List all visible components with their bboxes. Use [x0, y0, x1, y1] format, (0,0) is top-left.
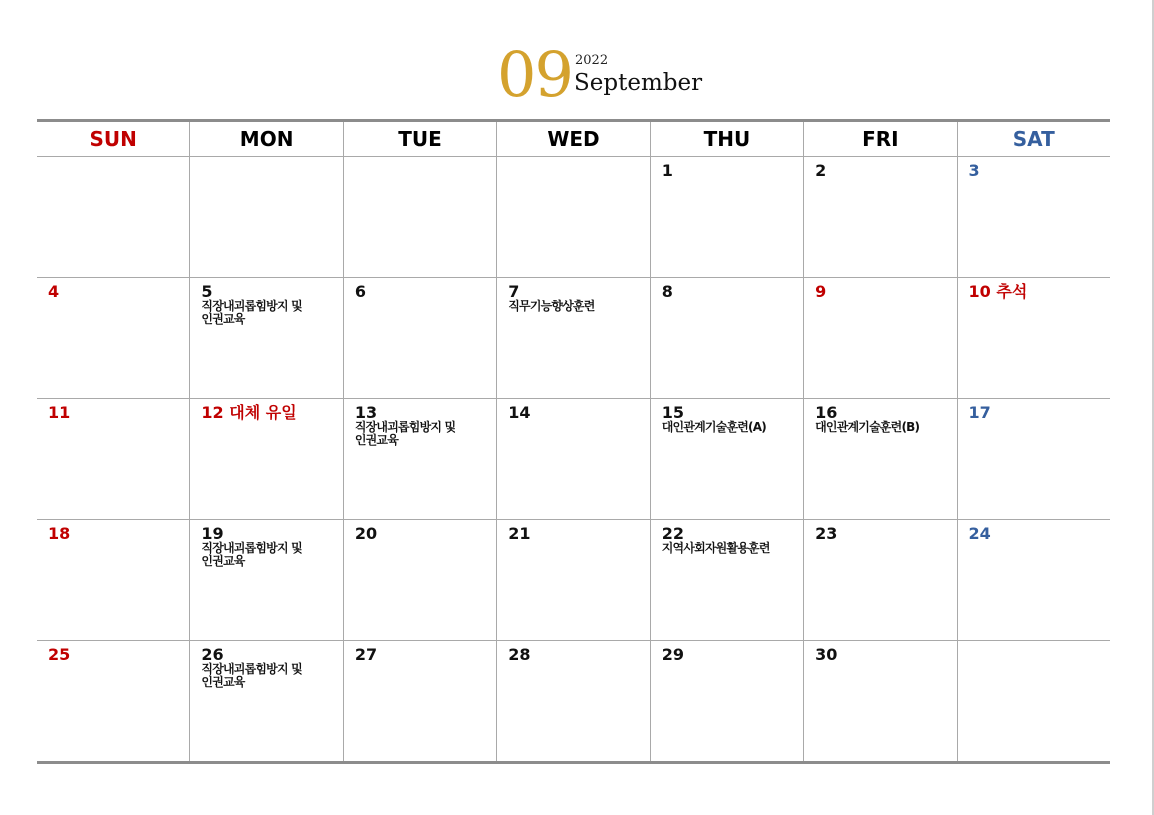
day-number: 18 — [48, 524, 71, 543]
day-number: 9 — [815, 282, 827, 301]
day-number: 12 대체 유일 — [201, 403, 297, 422]
day-cell[interactable] — [496, 641, 649, 761]
day-number: 22 — [661, 524, 684, 543]
day-cell[interactable] — [189, 157, 342, 277]
day-cell[interactable] — [957, 641, 1110, 761]
day-cell[interactable] — [803, 641, 956, 761]
day-number: 1 — [661, 161, 673, 180]
day-number: 10 추석 — [968, 282, 1028, 301]
week-row — [37, 520, 1110, 641]
weekday-wed: WED — [496, 122, 649, 156]
day-number: 28 — [508, 645, 531, 664]
weekday-sun: SUN — [89, 127, 137, 151]
day-cell[interactable] — [957, 278, 1110, 398]
calendar-header — [497, 38, 757, 111]
day-cell[interactable] — [37, 520, 189, 640]
day-number: 13 — [354, 403, 378, 422]
week-row — [37, 641, 1110, 761]
day-cell[interactable] — [189, 641, 342, 761]
day-number: 7 — [508, 282, 520, 301]
day-number: 24 — [968, 524, 991, 543]
event-text: 직장내괴롭힘방지 및 인권교육 — [201, 662, 302, 689]
day-cell[interactable] — [957, 157, 1110, 277]
year-label: 2022 — [575, 53, 609, 68]
day-cell[interactable] — [650, 278, 803, 398]
event-text: 지역사회자원활용훈련 — [661, 541, 770, 555]
day-cell[interactable] — [37, 278, 189, 398]
month-number: 09 — [497, 38, 572, 111]
day-number: 29 — [661, 645, 684, 664]
day-cell[interactable] — [343, 641, 496, 761]
day-cell[interactable] — [496, 399, 649, 519]
weekday-header-row — [37, 122, 1110, 157]
day-cell[interactable] — [650, 157, 803, 277]
weekday-thu: THU — [650, 122, 803, 156]
week-row — [37, 399, 1110, 520]
weekday-sat: SAT — [957, 122, 1110, 156]
day-number: 16 — [815, 403, 838, 422]
calendar-grid — [37, 119, 1110, 764]
weekday-mon: MON — [189, 122, 342, 156]
day-cell[interactable] — [803, 399, 956, 519]
event-text: 직장내괴롭힘방지 및 인권교육 — [201, 541, 302, 568]
month-name: September — [574, 70, 703, 96]
day-number: 19 — [201, 524, 224, 543]
week-row — [37, 157, 1110, 278]
day-number: 4 — [48, 282, 60, 301]
day-cell[interactable] — [650, 641, 803, 761]
day-number: 23 — [815, 524, 838, 543]
day-cell[interactable] — [343, 157, 496, 277]
weekday-tue: TUE — [343, 122, 496, 156]
day-cell[interactable] — [803, 520, 956, 640]
day-cell[interactable] — [343, 278, 496, 398]
day-cell[interactable] — [496, 157, 649, 277]
day-number: 26 — [201, 645, 224, 664]
day-cell[interactable] — [189, 399, 342, 519]
day-number: 5 — [201, 282, 213, 301]
day-cell[interactable] — [189, 520, 342, 640]
day-cell[interactable] — [37, 399, 189, 519]
event-text: 직무기능향상훈련 — [508, 299, 595, 313]
day-cell[interactable] — [957, 520, 1110, 640]
day-number: 20 — [354, 524, 378, 543]
day-number: 17 — [968, 403, 991, 422]
day-cell[interactable] — [803, 157, 956, 277]
event-text: 대인관계기술훈련(A) — [661, 420, 766, 434]
day-cell[interactable] — [496, 520, 649, 640]
event-text: 직장내괴롭힘방지 및 인권교육 — [201, 299, 302, 326]
day-number: 21 — [508, 524, 531, 543]
day-number: 2 — [815, 161, 827, 180]
day-cell[interactable] — [37, 157, 189, 277]
week-row — [37, 278, 1110, 399]
event-text: 대인관계기술훈련(B) — [815, 420, 920, 434]
day-cell[interactable] — [37, 641, 189, 761]
weekday-fri: FRI — [803, 122, 956, 156]
day-number: 6 — [354, 282, 366, 301]
day-number: 30 — [815, 645, 838, 664]
day-cell[interactable] — [343, 520, 496, 640]
event-text: 직장내괴롭힘방지 및 인권교육 — [354, 420, 456, 447]
day-cell[interactable] — [803, 278, 956, 398]
day-number: 3 — [968, 161, 980, 180]
day-cell[interactable] — [957, 399, 1110, 519]
day-number: 11 — [48, 403, 71, 422]
day-number: 8 — [661, 282, 673, 301]
day-cell[interactable] — [189, 278, 342, 398]
day-number: 15 — [661, 403, 684, 422]
day-cell[interactable] — [496, 278, 649, 398]
day-cell[interactable] — [343, 399, 496, 519]
day-number: 14 — [508, 403, 531, 422]
day-number: 27 — [354, 645, 378, 664]
day-cell[interactable] — [650, 520, 803, 640]
day-cell[interactable] — [650, 399, 803, 519]
day-number: 25 — [48, 645, 71, 664]
